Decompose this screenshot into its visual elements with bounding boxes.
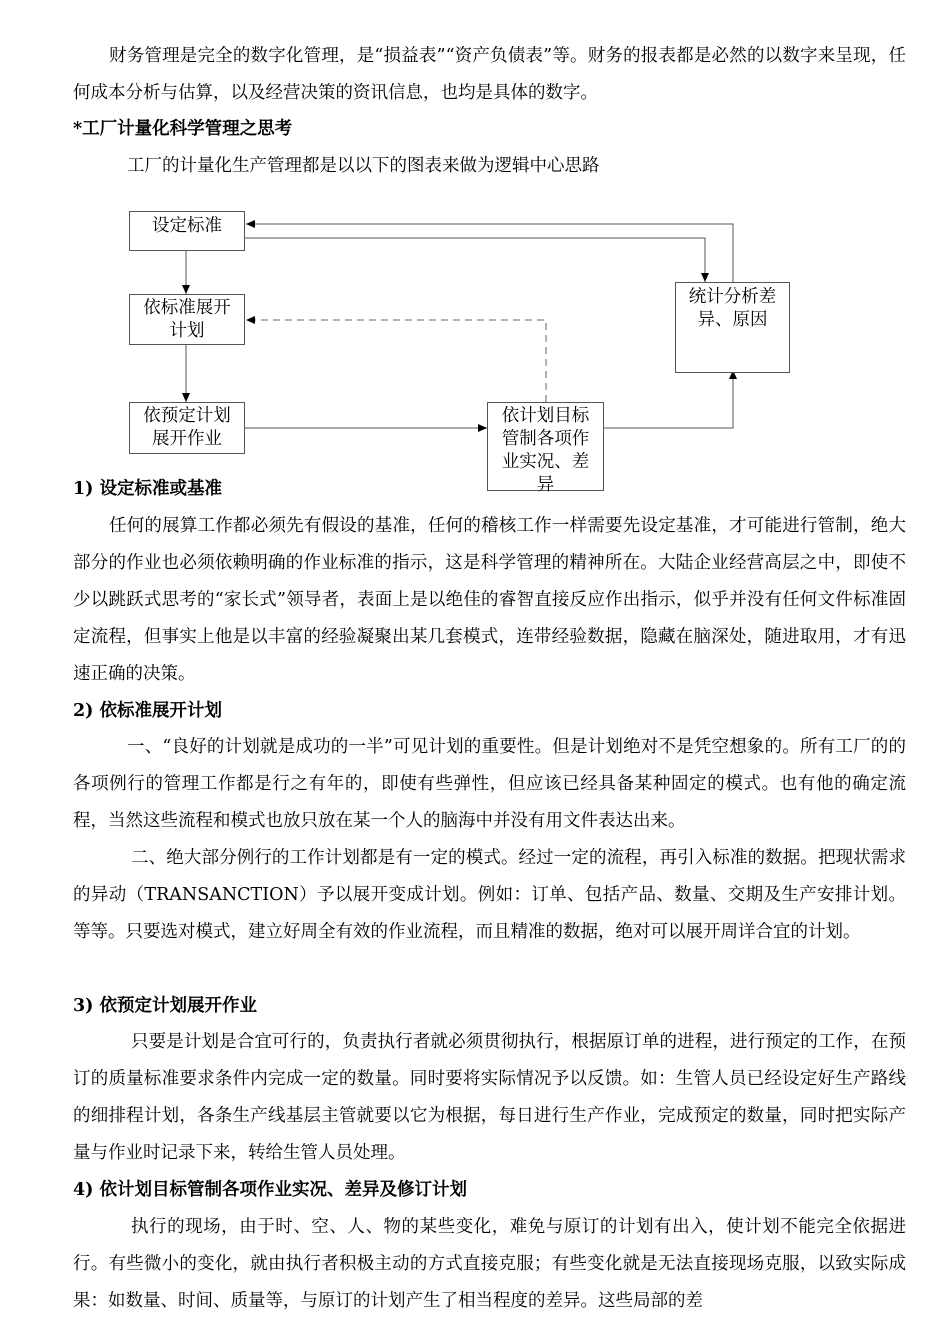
section-2-heading: 2) 依标准展开计划 — [73, 701, 223, 721]
intro-paragraph: 财务管理是完全的数字化管理，是“损益表”“资产负债表”等。财务的报表都是必然的以数字来呈现，任何成本分析与估算，以及经营决策的资讯信息，也均是具体的数字。 — [73, 46, 906, 103]
section-4-heading: 4) 依计划目标管制各项作业实况、差异及修订计划 — [73, 1180, 468, 1200]
arrow-control-to-analysis — [604, 370, 733, 428]
arrow-standard-to-analysis — [244, 238, 705, 282]
box-statistical-analysis: 统计分析差异、原因 — [675, 282, 790, 373]
section-3-paragraph: 只要是计划是合宜可行的，负责执行者就必须贯彻执行，根据原订单的进程，进行预定的工作，在预订的质量标准要求条件内完成一定的数量。同时要将实际情况予以反馈。如：生管人员已经设定好生产路线的细排程计划，各条生产线基层主管就要以它为根据，每日进行生产作业，完成预定的数量，同时把实际产量与作业时记录下来，转给生管人员处理。 — [73, 1032, 906, 1163]
section-2-paragraph-1: 一、“良好的计划就是成功的一半”可见计划的重要性。但是计划绝对不是凭空想象的。所有工厂的的各项例行的管理工作都是行之有年的，即使有些弹性，但应该已经具备某种固定的模式。也有他的确定流程，当然这些流程和模式也放只放在某一个人的脑海中并没有用文件表达出来。 — [73, 737, 906, 831]
section-4-paragraph: 执行的现场，由于时、空、人、物的某些变化，难免与原订的计划有出入，使计划不能完全依据进行。有些微小的变化，就由执行者积极主动的方式直接克服；有些变化就是无法直接现场克服，以致实际成果：如数量、时间、质量等，与原订的计划产生了相当程度的差异。这些局部的差 — [73, 1217, 906, 1311]
box-operation-by-plan: 依预定计划展开作业 — [129, 402, 245, 454]
section-2-paragraph-2: 二、绝大部分例行的工作计划都是有一定的模式。经过一定的流程，再引入标准的数据。把现状需求的异动（TRANSANCTION）予以展开变成计划。例如：订单、包括产品、数量、交期及生产安排计划。等等。只要选对模式，建立好周全有效的作业流程，而且精准的数据，绝对可以展开周详合宜的计划。 — [73, 848, 906, 942]
intro-diagram-caption: 工厂的计量化生产管理都是以以下的图表来做为逻辑中心思路 — [127, 156, 600, 176]
box-set-standard: 设定标准 — [129, 211, 245, 251]
section-3-heading: 3) 依预定计划展开作业 — [73, 996, 258, 1016]
box-control-variance: 依计划目标管制各项作业实况、差异 — [487, 402, 604, 491]
arrow-analysis-to-standard — [246, 224, 733, 282]
section-1-heading: 1) 设定标准或基准 — [73, 479, 223, 499]
box-plan-by-standard: 依标准展开计划 — [129, 294, 245, 345]
section-heading-factory: *工厂计量化科学管理之思考 — [73, 119, 293, 139]
arrow-control-to-plan-dashed — [246, 320, 546, 402]
section-1-paragraph: 任何的展算工作都必须先有假设的基准，任何的稽核工作一样需要先设定基准，才可能进行管制，绝大部分的作业也必须依赖明确的作业标准的指示，这是科学管理的精神所在。大陆企业经营高层之中，即使不少以跳跃式思考的“家长式”领导者，表面上是以绝佳的睿智直接反应作出指示，似乎并没有任何文件标准固定流程，但事实上他是以丰富的经验凝聚出某几套模式，连带经验数据，隐藏在脑深处，随进取用，才有迅速正确的决策。 — [73, 516, 906, 684]
